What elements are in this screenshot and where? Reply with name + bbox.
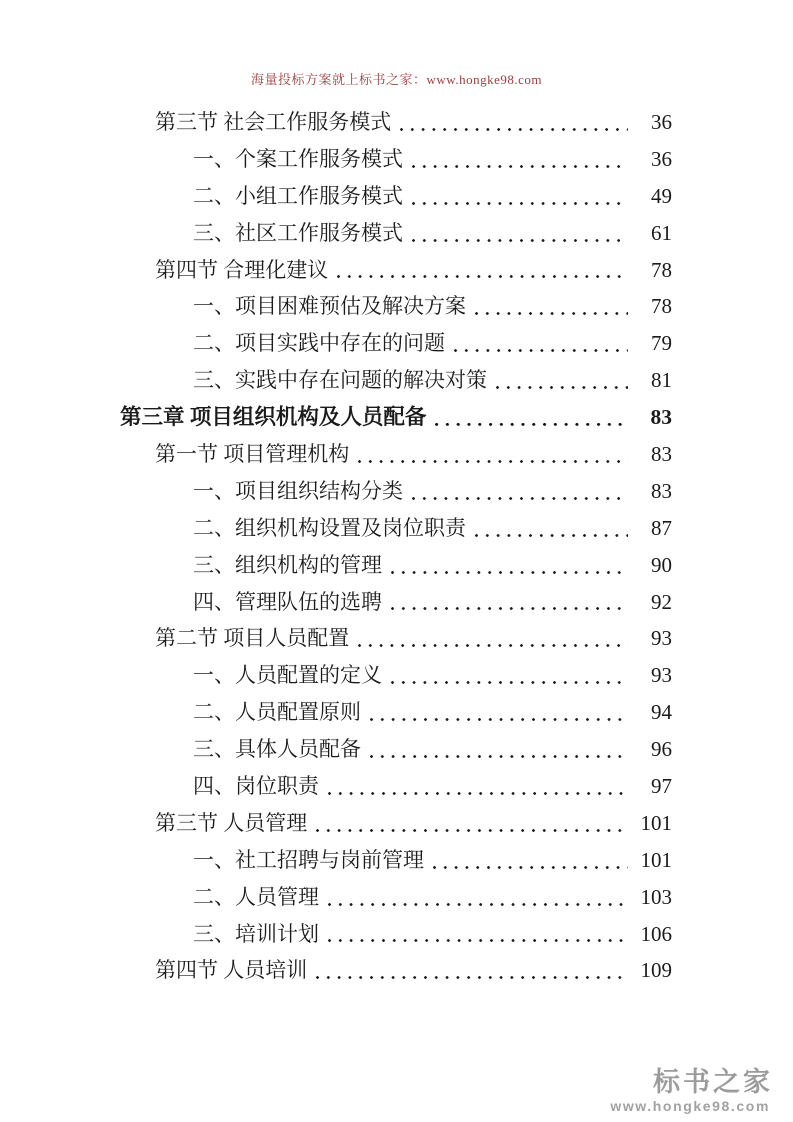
toc-entry-label: 第三节 人员管理	[155, 810, 308, 835]
toc-dotted-leader	[389, 657, 628, 694]
toc-dotted-leader	[410, 215, 628, 252]
toc-page-number: 103	[640, 884, 672, 909]
toc-page-number: 83	[651, 478, 672, 503]
toc-entry[interactable]	[120, 436, 672, 473]
toc-entry[interactable]	[120, 657, 672, 694]
toc-entry[interactable]	[120, 584, 672, 621]
toc-entry[interactable]	[120, 178, 672, 215]
toc-entry[interactable]	[120, 547, 672, 584]
toc-entry[interactable]	[120, 842, 672, 879]
toc-dotted-leader	[326, 916, 628, 953]
toc-dotted-leader	[335, 252, 628, 289]
toc-entry-label: 三、组织机构的管理	[193, 552, 382, 577]
toc-page-number: 81	[651, 368, 672, 393]
toc-entry-label: 二、小组工作服务模式	[193, 183, 403, 208]
toc-dotted-leader	[410, 141, 628, 178]
toc-page-number: 90	[651, 552, 672, 577]
toc-entry[interactable]	[120, 288, 672, 325]
toc-dotted-leader	[410, 178, 628, 215]
toc-entry-label: 第一节 项目管理机构	[155, 442, 350, 467]
toc-page-number: 101	[640, 847, 672, 872]
toc-page-number: 93	[651, 626, 672, 651]
toc-entry[interactable]	[120, 473, 672, 510]
toc-entry-label: 第四节 合理化建议	[155, 257, 329, 282]
page-header	[0, 69, 793, 88]
toc-dotted-leader	[326, 768, 628, 805]
toc-dotted-leader	[431, 842, 628, 879]
toc-entry[interactable]	[120, 952, 672, 989]
toc-entry[interactable]	[120, 694, 672, 731]
toc-dotted-leader	[368, 694, 628, 731]
toc-entry[interactable]	[120, 362, 672, 399]
toc-page-number: 78	[651, 257, 672, 282]
toc-entry-label: 第二节 项目人员配置	[155, 626, 350, 651]
toc-entry[interactable]	[120, 768, 672, 805]
toc-dotted-leader	[326, 879, 628, 916]
table-of-contents	[120, 104, 672, 989]
toc-entry[interactable]	[120, 879, 672, 916]
toc-page-number: 101	[640, 810, 672, 835]
toc-dotted-leader	[389, 547, 628, 584]
toc-dotted-leader	[473, 288, 628, 325]
toc-dotted-leader	[452, 325, 628, 362]
toc-entry-label: 四、岗位职责	[193, 774, 319, 799]
toc-page-number: 92	[651, 589, 672, 614]
toc-dotted-leader	[494, 362, 628, 399]
toc-page-number: 93	[651, 663, 672, 688]
watermark-logo	[610, 1067, 773, 1114]
toc-entry-label: 四、管理队伍的选聘	[193, 589, 382, 614]
toc-page-number: 36	[651, 110, 672, 134]
toc-entry-label: 第三章 项目组织机构及人员配备	[120, 405, 427, 430]
toc-page-number: 87	[651, 515, 672, 540]
toc-page-number: 79	[651, 331, 672, 356]
toc-dotted-leader	[314, 952, 628, 989]
toc-page-number: 61	[651, 220, 672, 245]
toc-entry[interactable]	[120, 104, 672, 141]
toc-entry-label: 一、项目困难预估及解决方案	[193, 294, 466, 319]
toc-dotted-leader	[473, 510, 628, 547]
toc-entry-label: 二、组织机构设置及岗位职责	[193, 515, 466, 540]
toc-page-number: 97	[651, 774, 672, 799]
header-promo-text: 海量投标方案就上标书之家：www.hongke98.com	[251, 72, 542, 87]
toc-entry[interactable]	[120, 252, 672, 289]
toc-entry-label: 三、培训计划	[193, 921, 319, 946]
toc-page-number: 94	[651, 700, 672, 725]
toc-entry[interactable]	[120, 325, 672, 362]
toc-dotted-leader	[356, 620, 628, 657]
watermark-url: www.hongke98.com	[610, 1098, 770, 1114]
toc-entry-label: 二、人员配置原则	[193, 700, 361, 725]
toc-entry[interactable]	[120, 805, 672, 842]
toc-entry-label: 二、项目实践中存在的问题	[193, 331, 445, 356]
toc-entry-label: 一、人员配置的定义	[193, 663, 382, 688]
toc-page-number: 36	[651, 146, 672, 171]
toc-dotted-leader	[368, 731, 628, 768]
toc-dotted-leader	[433, 399, 628, 436]
toc-dotted-leader	[356, 436, 628, 473]
toc-entry-label: 三、具体人员配备	[193, 737, 361, 762]
toc-entry[interactable]	[120, 215, 672, 252]
toc-entry[interactable]	[120, 916, 672, 953]
watermark-brand-text: 标书之家	[653, 1067, 773, 1097]
toc-page-number: 83	[650, 405, 672, 430]
toc-entry-label: 第四节 人员培训	[155, 958, 308, 983]
toc-entry-label: 三、社区工作服务模式	[193, 220, 403, 245]
toc-page-number: 106	[640, 921, 672, 946]
toc-page-number: 83	[651, 442, 672, 467]
toc-dotted-leader	[398, 104, 628, 141]
toc-page-number: 49	[651, 183, 672, 208]
toc-entry-label: 一、社工招聘与岗前管理	[193, 847, 424, 872]
toc-entry-label: 二、人员管理	[193, 884, 319, 909]
toc-entry-label: 第三节 社会工作服务模式	[155, 110, 392, 134]
toc-entry[interactable]	[120, 510, 672, 547]
toc-entry-label: 三、实践中存在问题的解决对策	[193, 368, 487, 393]
toc-dotted-leader	[389, 584, 628, 621]
toc-entry[interactable]	[120, 620, 672, 657]
toc-page-number: 78	[651, 294, 672, 319]
toc-entry[interactable]	[120, 399, 672, 436]
toc-dotted-leader	[314, 805, 628, 842]
toc-page-number: 109	[640, 958, 672, 983]
toc-page-number: 96	[651, 737, 672, 762]
toc-entry-label: 一、项目组织结构分类	[193, 478, 403, 503]
toc-dotted-leader	[410, 473, 628, 510]
toc-entry[interactable]	[120, 731, 672, 768]
toc-entry-label: 一、个案工作服务模式	[193, 146, 403, 171]
toc-entry[interactable]	[120, 141, 672, 178]
